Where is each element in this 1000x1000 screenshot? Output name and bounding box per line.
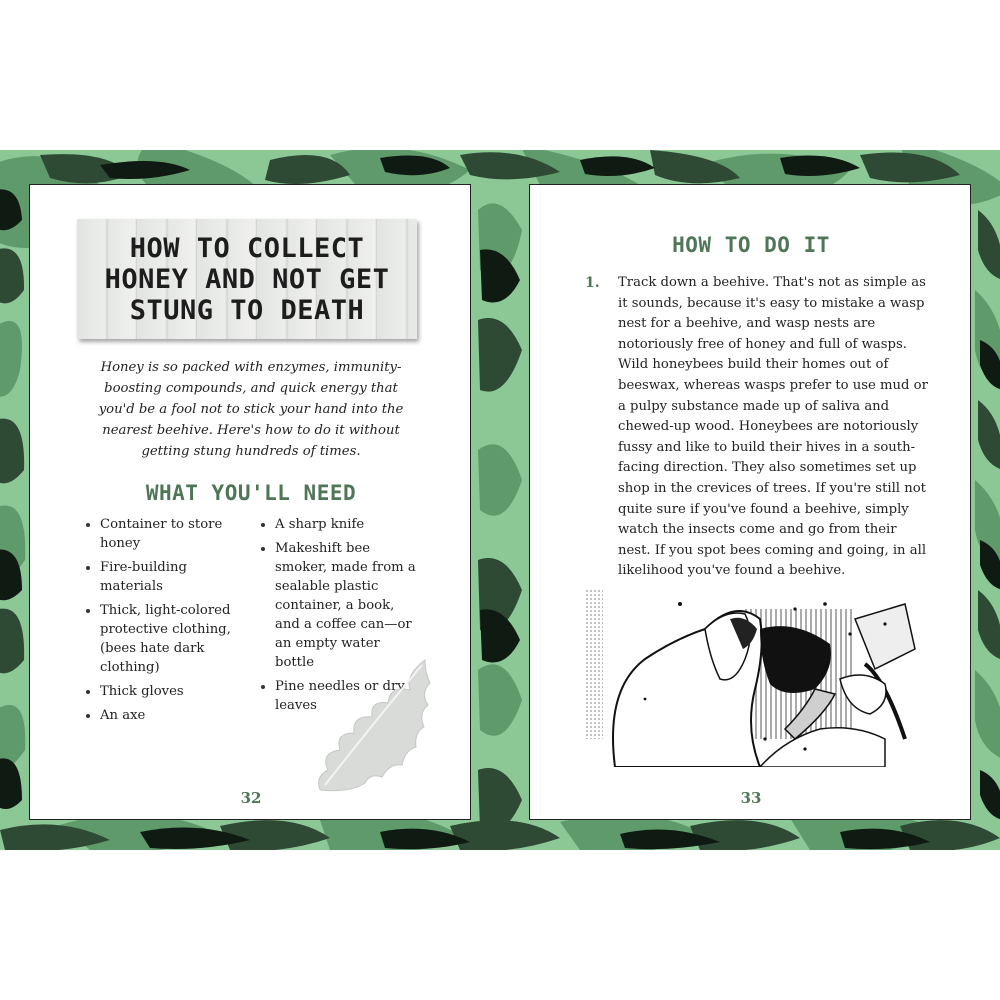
needs-list-column-1 — [86, 515, 236, 730]
list-item: An axe — [86, 706, 236, 725]
step-text: Track down a beehive. That's not as simple as it sounds, because it's easy to mistake a wasp nest for a beehive, and wasp nests are notoriously free of honey and full of wasps. Wild honeybees build their homes out of beeswax, whereas wasps prefer to use mud or a pulpy substance made up of saliva and chewed-up wood. Honeybees are notoriously fussy and like to build their hives in a south-facing direction. They also sometimes set up shop in the crevices of trees. If you're still not quite sure if you've found a beehive, simply watch the insects come and go from their nest. If you spot bees coming and going, in all likelihood you've found a beehive. — [618, 275, 928, 579]
section-heading-what-youll-need: WHAT YOU'LL NEED — [145, 481, 357, 505]
right-page — [529, 184, 971, 820]
step-number: 1. — [585, 275, 600, 291]
beehive-illustration — [585, 589, 918, 767]
chapter-title — [77, 233, 417, 326]
oak-leaf-icon — [310, 655, 435, 795]
list-item: Fire-building materials — [86, 558, 236, 596]
section-heading-how-to-do-it: HOW TO DO IT — [672, 233, 830, 257]
list-item: A sharp knife — [261, 515, 421, 534]
title-plank — [77, 219, 417, 339]
book-spread — [0, 150, 1000, 850]
left-page — [29, 184, 471, 820]
list-item: Thick, light-colored protective clothing, (bees hate dark clothing) — [86, 601, 236, 677]
title-line-3: STUNG TO DEATH — [129, 295, 365, 326]
title-line-2: HONEY AND NOT GET — [104, 264, 390, 295]
list-item: Thick gloves — [86, 682, 236, 701]
list-item: Container to store honey — [86, 515, 236, 553]
page-number: 33 — [740, 789, 762, 807]
title-line-1: HOW TO COLLECT — [129, 233, 365, 264]
list-item: Pine needles or dry leaves — [261, 677, 421, 715]
page-number: 32 — [240, 789, 262, 807]
intro-paragraph: Honey is so packed with enzymes, immunity-boosting compounds, and quick energy that you'd be a fool not to stick your hand into the nearest beehive. Here's how to do it without getting stung hundreds of times. — [98, 360, 404, 459]
list-item: Makeshift bee smoker, made from a sealable plastic container, a book, and a coffee can—or an empty water bottle — [261, 539, 421, 672]
